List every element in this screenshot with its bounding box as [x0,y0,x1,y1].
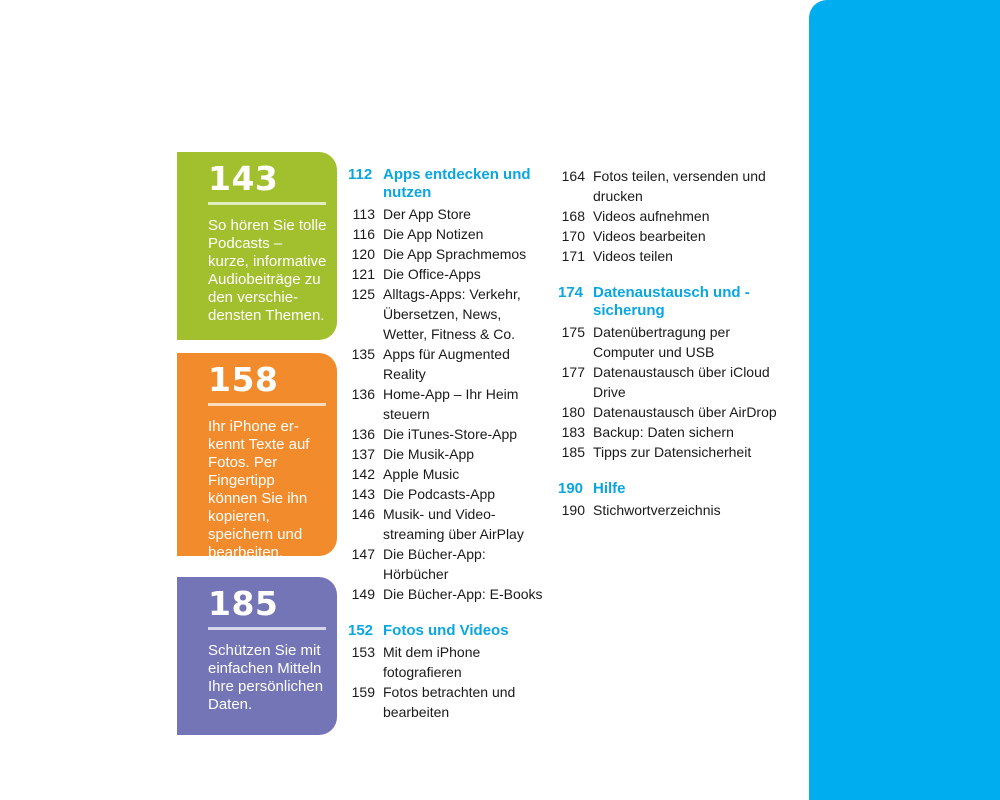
toc-column-right [558,166,778,520]
toc-entry-title: Die App Sprachmemos [383,246,527,262]
toc-entry-page: 168 [561,208,585,224]
toc-entry [348,344,548,384]
toc-entry-title: Die Office-Apps [383,266,481,282]
toc-entry-page: 143 [351,486,375,502]
toc-entry-title: Datenübertragung per Computer und USB [593,324,730,360]
toc-entry-title: Die Bücher-App: Hörbücher [383,546,486,582]
toc-column-left [348,166,548,722]
toc-entry [558,442,778,462]
teaser-divider [208,202,326,205]
toc-section-page: 152 [348,622,374,639]
toc-entry [348,504,548,544]
teaser-box-podcasts [177,152,337,340]
toc-entry-page: 180 [561,404,585,420]
teaser-page-number: 158 [208,360,279,399]
toc-entry-title: Die Podcasts-App [383,486,496,502]
toc-section-title: Hilfe [593,480,626,497]
toc-section-heading [348,166,548,202]
toc-section-page: 174 [558,284,584,301]
toc-entry-title: Apple Music [383,466,460,482]
toc-entry-page: 135 [351,346,375,362]
toc-entry-title: Fotos betrachten und bearbeiten [383,684,516,720]
toc-entry-page: 136 [351,426,375,442]
teaser-text: Schützen Sie mit einfachen Mitteln Ihre persönlichen Daten. [208,642,324,713]
toc-section-heading [558,480,778,498]
toc-section-title: Fotos und Videos [383,622,509,639]
toc-entry-page: 153 [351,644,375,660]
toc-entry-page: 159 [351,684,375,700]
toc-entry [558,226,778,246]
toc-entry-page: 120 [351,246,375,262]
toc-entry-page: 137 [351,446,375,462]
toc-entry-title: Der App Store [383,206,471,222]
toc-entry-page: 185 [561,444,585,460]
toc-entry [348,224,548,244]
toc-entry-title: Apps für Augmented Reality [383,346,510,382]
toc-entry-title: Fotos teilen, versenden und drucken [593,168,766,204]
toc-entry-title: Backup: Daten sichern [593,424,734,440]
toc-entry [348,464,548,484]
toc-entry [348,244,548,264]
toc-entry [348,264,548,284]
toc-entry [558,402,778,422]
toc-section-page: 112 [348,166,373,183]
toc-entry-page: 125 [351,286,375,302]
toc-entry [558,246,778,266]
toc-entry-page: 190 [561,502,585,518]
toc-entry-title: Stichwortverzeichnis [593,502,721,518]
teaser-page-number: 185 [208,584,279,623]
teaser-page-number: 143 [208,159,279,198]
toc-entry [558,422,778,442]
toc-entry-page: 177 [561,364,585,380]
toc-entry-page: 146 [351,506,375,522]
teaser-text: So hören Sie tolle Podcasts – kurze, informative Audiobeiträge zu den verschiedensten Themen. [208,217,327,324]
toc-section-heading [348,622,548,640]
toc-entry-title: Videos aufnehmen [593,208,710,224]
toc-entry-page: 147 [351,546,375,562]
toc-entry-page: 116 [352,226,375,242]
toc-entry-title: Datenaustausch über iCloud Drive [593,364,770,400]
toc-section-title: Datenaustausch und -sicherung [593,284,750,319]
toc-entry-title: Datenaustausch über AirDrop [593,404,777,420]
teaser-divider [208,403,326,406]
toc-entry [348,584,548,604]
toc-entry-title: Die App Notizen [383,226,484,242]
toc-entry [348,444,548,464]
teaser-divider [208,627,326,630]
toc-entry-title: Videos bearbeiten [593,228,706,244]
toc-entry-title: Videos teilen [593,248,673,264]
toc-entry [558,500,778,520]
toc-entry [348,384,548,424]
toc-entry [348,544,548,584]
toc-entry-title: Die iTunes-Store-App [383,426,518,442]
toc-section-heading [558,284,778,320]
teaser-box-text-recognition [177,353,337,561]
teaser-text: Ihr iPhone erkennt Texte auf Fotos. Per Fingertipp können Sie ihn kopieren, speichern und bearbeiten. [208,418,310,561]
toc-entry [348,284,548,344]
toc-section-title: Apps entdecken und nutzen [383,166,531,201]
teaser-box-privacy [177,577,337,735]
toc-entry-page: 142 [351,466,375,482]
toc-entry [348,642,548,682]
toc-entry [348,682,548,722]
toc-entry-page: 170 [561,228,585,244]
toc-entry-page: 183 [561,424,585,440]
toc-entry-title: Die Bücher-App: E-Books [383,586,543,602]
toc-entry-title: Musik- und Videostreaming über AirPlay [383,506,524,542]
toc-entry [348,204,548,224]
toc-entry-page: 121 [351,266,375,282]
toc-entry-title: Home-App – Ihr Heim steuern [383,386,519,422]
toc-entry [558,206,778,226]
chapter-edge-tab [809,0,1000,800]
toc-entry [348,424,548,444]
toc-entry-page: 175 [561,324,585,340]
toc-entry [558,362,778,402]
toc-entry [348,484,548,504]
toc-entry-title: Tipps zur Datensicherheit [593,444,752,460]
toc-entry-title: Alltags-Apps: Verkehr, Übersetzen, News, Wetter, Fitness & Co. [383,286,521,342]
toc-entry-page: 164 [561,168,585,184]
toc-entry-page: 136 [351,386,375,402]
toc-entry-page: 113 [352,206,375,222]
toc-section-page: 190 [558,480,584,497]
toc-entry-title: Die Musik-App [383,446,475,462]
toc-entry-title: Mit dem iPhone fotografieren [383,644,481,680]
toc-entry-page: 171 [561,248,585,264]
toc-entry [558,166,778,206]
toc-entry-page: 149 [351,586,375,602]
toc-entry [558,322,778,362]
